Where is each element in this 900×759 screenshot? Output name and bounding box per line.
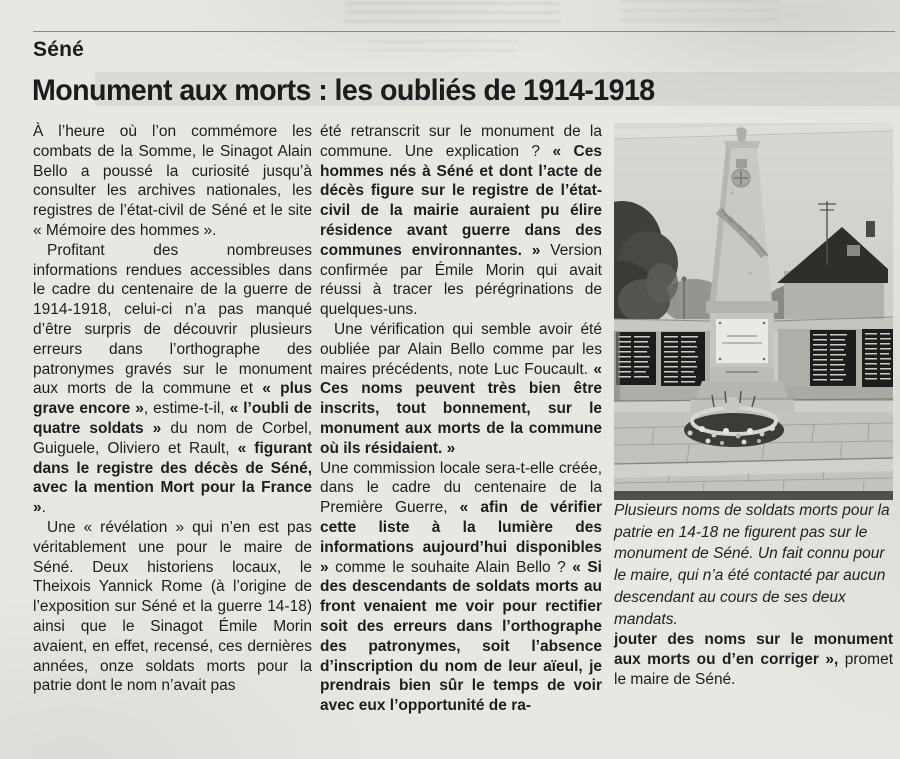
- paragraph: Profitant des nombreuses informations rendues accessibles dans le cadre du centenaire de la guerre de 1914-1918, celui-ci n’a pas manqué d’être surpris de découvrir plusieurs erreurs dans l’orthographe des patronymes gravés sur le monument aux morts de la commune et « plus grave encore », estime-t-il, « l’oubli de quatre soldats » du nom de Corbel, Guiguele, Oliviero et Rault, « figurant dans le registre des décès de Séné, avec la mention Mort pour la France ».: [33, 241, 313, 517]
- print-bleedthrough: [345, 2, 560, 26]
- paragraph: été retranscrit sur le monument de la commune. Une explication ? « Ces hommes nés à Séné et dont l’acte de décès figure sur le registre de l’état-civil de la mairie auraient pu élire résidence avant guerre dans des communes environnantes. » Version confirmée par Émile Morin qui avait réussi à tracer les pérégrinations de quelques-uns.: [320, 123, 603, 319]
- article-headline: Monument aux morts : les oubliés de 1914-1918: [32, 74, 655, 107]
- top-rule: [33, 31, 895, 32]
- paragraph: Une vérification qui semble avoir été oubliée par Alain Bello comme par les maires précédents, note Luc Foucault. « Ces noms peuvent très bien être inscrits, tout bonnement, sur le monument aux morts de la commune où ils résidaient. »: [320, 320, 602, 457]
- paragraph: Une « révélation » qui n’en est pas véritablement une pour le maire de Séné. Deux historiens locaux, le Theixois Yannick Rome (à l’origine de l’exposition sur Séné et la guerre 14-18) ainsi que le Sinagot Émile Morin avaient, en effet, recensé, ces dernières années, onze soldats morts pour la patrie dont le nom n’avait pas: [33, 518, 312, 695]
- article-column-3: [614, 123, 893, 690]
- article-column-2: [320, 122, 602, 716]
- paragraph: À l’heure où l’on commémore les combats de la Somme, le Sinagot Alain Bello a poussé la curiosité jusqu’à consulter les archives nationales, les registres de l’état-civil de Séné et le site « Mémoire des hommes ».: [33, 123, 312, 239]
- closing-paragraph: jouter des noms sur le monument aux morts ou d’en corriger », promet le maire de Séné.: [614, 631, 893, 689]
- article-column-1: [33, 122, 312, 696]
- memorial-photo: [614, 123, 893, 500]
- paragraph: Une commission locale sera-t-elle créée, dans le cadre du centenaire de la Première Guerre, « afin de vérifier cette liste à la lumière des informations aujourd’hui disponibles » comme le souhaite Alain Bello ? « Si des descendants de soldats morts au front venaient me voir pour rectifier soit des erreurs dans l’orthographe des patronymes, soit l’absence d’inscription du nom de leur aïeul, je prendrais bien sûr le temps de voir avec eux l’opportunité de ra-: [320, 459, 602, 715]
- print-bleedthrough: [620, 0, 780, 26]
- print-bleedthrough: [368, 40, 518, 52]
- section-label: Séné: [33, 38, 84, 61]
- photo-caption: Plusieurs noms de soldats morts pour la patrie en 14-18 ne figurent pas sur le monument de Séné. Un fait connu pour le maire, qui n’a été contacté par aucun descendant au cours de ses deux mandats.: [614, 502, 890, 628]
